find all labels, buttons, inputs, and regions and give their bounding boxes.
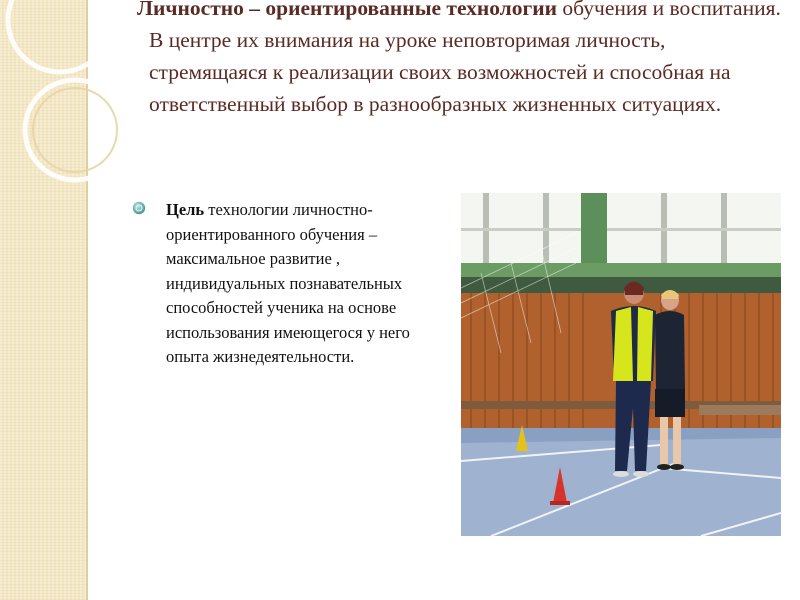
bench-right [699,405,781,415]
paragraph: В центре их внимания на уроке неповторимая личность, стремящаяся к реализации своих возможностей и способная на ответственный выбор в разнообразных жизненных ситуациях. [149,28,731,116]
bullet-icon [132,201,146,215]
main-text [137,0,787,120]
heading-bold: Личностно – ориентированные технологии [137,0,558,20]
gym-photo [461,193,781,536]
bullet-body: технологии личностно-ориентированного обучения – максимальное развитие , индивидуальных познавательных способностей ученика на основе использования имеющегося у него опыта жизнедеятельности. [166,200,410,366]
decorative-rings [0,0,140,230]
bullet-bold-word: Цель [166,200,205,219]
ring-inner [33,88,117,172]
heading-rest: обучения и воспитания. [557,0,781,20]
ring-middle [25,80,125,180]
ring-upper [8,0,112,72]
cone-base [550,501,570,505]
bullet-text [166,198,436,370]
window-bars [461,193,781,268]
heading [137,0,787,24]
gym-photo-drawing [461,193,781,536]
